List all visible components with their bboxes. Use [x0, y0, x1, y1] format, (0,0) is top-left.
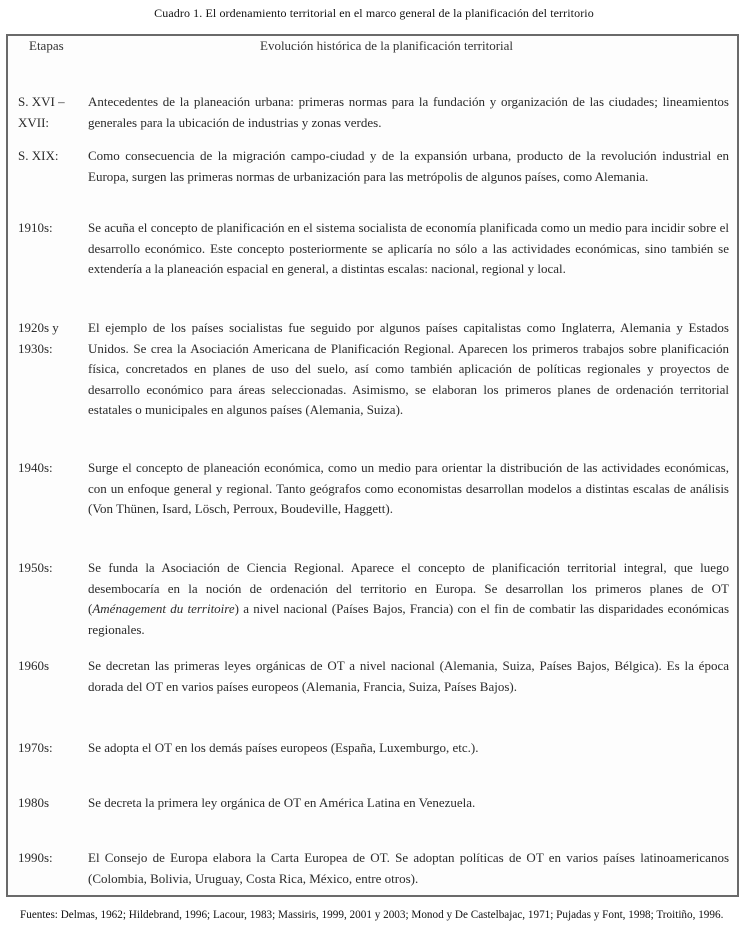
- row-text: El Consejo de Europa elabora la Carta Europea de OT. Se adoptan políticas de OT en varios países latinoamericanos (Colombia, Bolivia, Uruguay, Costa Rica, México, entre otros).: [88, 850, 729, 886]
- row-label: S. XIX:: [18, 148, 59, 163]
- row-label: S. XVI – XVII:: [18, 94, 65, 130]
- row-text: Se decretan las primeras leyes orgánicas de OT a nivel nacional (Alemania, Suiza, Países Bajos, Bélgica). Es la época dorada del OT en varios países europeos (Alemania, Francia, Suiza, Países Bajos).: [88, 658, 729, 694]
- row-text: Se decreta la primera ley orgánica de OT en América Latina en Venezuela.: [88, 795, 476, 810]
- row-text: Se acuña el concepto de planificación en el sistema socialista de economía planificada como un medio para incidir sobre el desarrollo económico. Este concepto posteriormente se aplicaría no sólo a las actividades económicas, sino también se extendería a la planeación espacial en general, a distintas escalas: nacional, regional y local.: [88, 220, 729, 276]
- column-header-etapas: Etapas: [29, 38, 64, 53]
- row-text-italic: Aménagement du territoire: [92, 601, 235, 616]
- sources-footnote: Fuentes: Delmas, 1962; Hildebrand, 1996; Lacour, 1983; Massiris, 1999, 2001 y 2003; Monod y De Castelbajac, 1971; Pujadas y Font, 1998; Troitiño, 1996.: [20, 909, 724, 921]
- row-label: 1910s:: [18, 220, 53, 235]
- row-label: 1970s:: [18, 740, 53, 755]
- row-text: Antecedentes de la planeación urbana: primeras normas para la fundación y organización de las ciudades; lineamientos generales para la ubicación de industrias y zonas verdes.: [88, 94, 729, 130]
- column-header-evolucion: Evolución histórica de la planificación territorial: [260, 38, 514, 53]
- row-text: Se adopta el OT en los demás países europeos (España, Luxemburgo, etc.).: [88, 740, 479, 755]
- row-label: 1980s: [18, 795, 50, 810]
- row-text: [88, 558, 729, 640]
- row-text: El ejemplo de los países socialistas fue seguido por algunos países capitalistas como Inglaterra, Alemania y Estados Unidos. Se crea la Asociación Americana de Planificación Regional. Aparecen los primeros trabajos sobre planificación física, concretados en planes de uso del suelo, así como también aplicación de políticas regionales y proyectos de desarrollo económico para áreas seleccionadas. Asimismo, se elaboran los primeros planes de ordenación territorial estatales o municipales en algunos países (Alemania, Suiza).: [88, 320, 729, 417]
- row-text-part: ) a nivel nacional (Países Bajos, Francia) con el fin de combatir las disparidades económicas regionales.: [88, 601, 729, 637]
- row-label: 1960s: [18, 658, 50, 673]
- row-label: 1950s:: [18, 560, 53, 575]
- row-label: 1990s:: [18, 850, 53, 865]
- row-label: 1940s:: [18, 460, 53, 475]
- table-caption: Cuadro 1. El ordenamiento territorial en el marco general de la planificación del territorio: [154, 6, 594, 20]
- row-label: 1920s y 1930s:: [18, 320, 59, 356]
- row-text-part: Se funda la Asociación de Ciencia Regional. Aparece el concepto de planificación territorial integral, que luego desembocaría en la noción de ordenación del territorio en Europa. Se desarrollan los primeros planes de OT (: [88, 560, 729, 616]
- row-text: Como consecuencia de la migración campo-ciudad y de la expansión urbana, producto de la revolución industrial en Europa, surgen las primeras normas de urbanización para las metrópolis de algunos países, como Alemania.: [88, 148, 729, 184]
- row-text: Surge el concepto de planeación económica, como un medio para orientar la distribución de las actividades económicas, con un enfoque general y regional. Tanto geógrafos como economistas desarrollan modelos a distintas escalas de análisis (Von Thünen, Isard, Lösch, Perroux, Boudeville, Haggett).: [88, 460, 729, 516]
